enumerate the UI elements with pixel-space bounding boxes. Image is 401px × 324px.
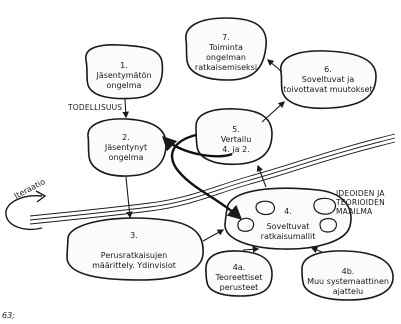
svg-text:Muu systemaattinen: Muu systemaattinen	[307, 277, 389, 286]
arrow-4-to-5	[258, 166, 266, 187]
svg-text:Toiminta: Toiminta	[209, 43, 243, 52]
arrow-1-to-2	[125, 99, 126, 117]
svg-text:Perusratkaisujen: Perusratkaisujen	[100, 251, 168, 260]
svg-text:ajattelu: ajattelu	[332, 287, 364, 296]
svg-text:ratkaisemiseksi: ratkaisemiseksi	[194, 63, 258, 72]
svg-text:Soveltuvat ja: Soveltuvat ja	[301, 75, 355, 84]
iteration-loop-icon	[6, 191, 45, 229]
page-number: 63;	[2, 311, 15, 320]
arrow-4b-to-4	[312, 248, 322, 252]
svg-text:7.: 7.	[222, 33, 230, 42]
region-ideas-label-3: MAAILMA	[336, 207, 373, 216]
svg-text:5.: 5.	[232, 125, 240, 134]
arrow-2-to-3	[126, 177, 130, 217]
svg-text:3.: 3.	[130, 231, 138, 240]
svg-text:Teoreettiset: Teoreettiset	[215, 273, 263, 282]
arrow-6-to-7	[268, 60, 282, 72]
svg-text:ongelma: ongelma	[108, 153, 144, 162]
svg-text:ongelma: ongelma	[106, 81, 142, 90]
node-3-shape	[67, 218, 203, 280]
arrow-4a-to-4	[243, 249, 258, 250]
svg-text:4b.: 4b.	[341, 267, 355, 276]
svg-text:4a.: 4a.	[232, 263, 246, 272]
svg-text:6.: 6.	[324, 65, 332, 74]
arrow-3-to-4	[203, 230, 223, 241]
svg-text:ratkaisumallit: ratkaisumallit	[260, 232, 316, 241]
svg-text:4.: 4.	[284, 207, 292, 216]
svg-text:määrittely. Ydinvisiot: määrittely. Ydinvisiot	[92, 261, 176, 270]
svg-text:Vertailu: Vertailu	[220, 135, 252, 144]
svg-text:Jäsentynyt: Jäsentynyt	[104, 143, 148, 152]
svg-text:1.: 1.	[120, 61, 128, 70]
svg-text:toivottavat muutokset: toivottavat muutokset	[283, 85, 373, 94]
arrow-5-to-6	[262, 102, 284, 122]
region-ideas-label-2: TEORIOIDEN	[336, 198, 385, 207]
svg-text:Jäsentymätön: Jäsentymätön	[96, 71, 152, 80]
svg-text:2.: 2.	[122, 133, 130, 142]
svg-text:4. ja 2.: 4. ja 2.	[222, 145, 250, 154]
svg-text:ongelman: ongelman	[206, 53, 246, 62]
region-reality-label: TODELLISUUS	[68, 103, 123, 112]
svg-text:Soveltuvat: Soveltuvat	[266, 222, 310, 231]
region-ideas-label-1: IDEOIDEN JA	[336, 189, 385, 198]
iteration-label: Iteraatio	[12, 176, 47, 201]
svg-text:perusteet: perusteet	[219, 283, 259, 292]
